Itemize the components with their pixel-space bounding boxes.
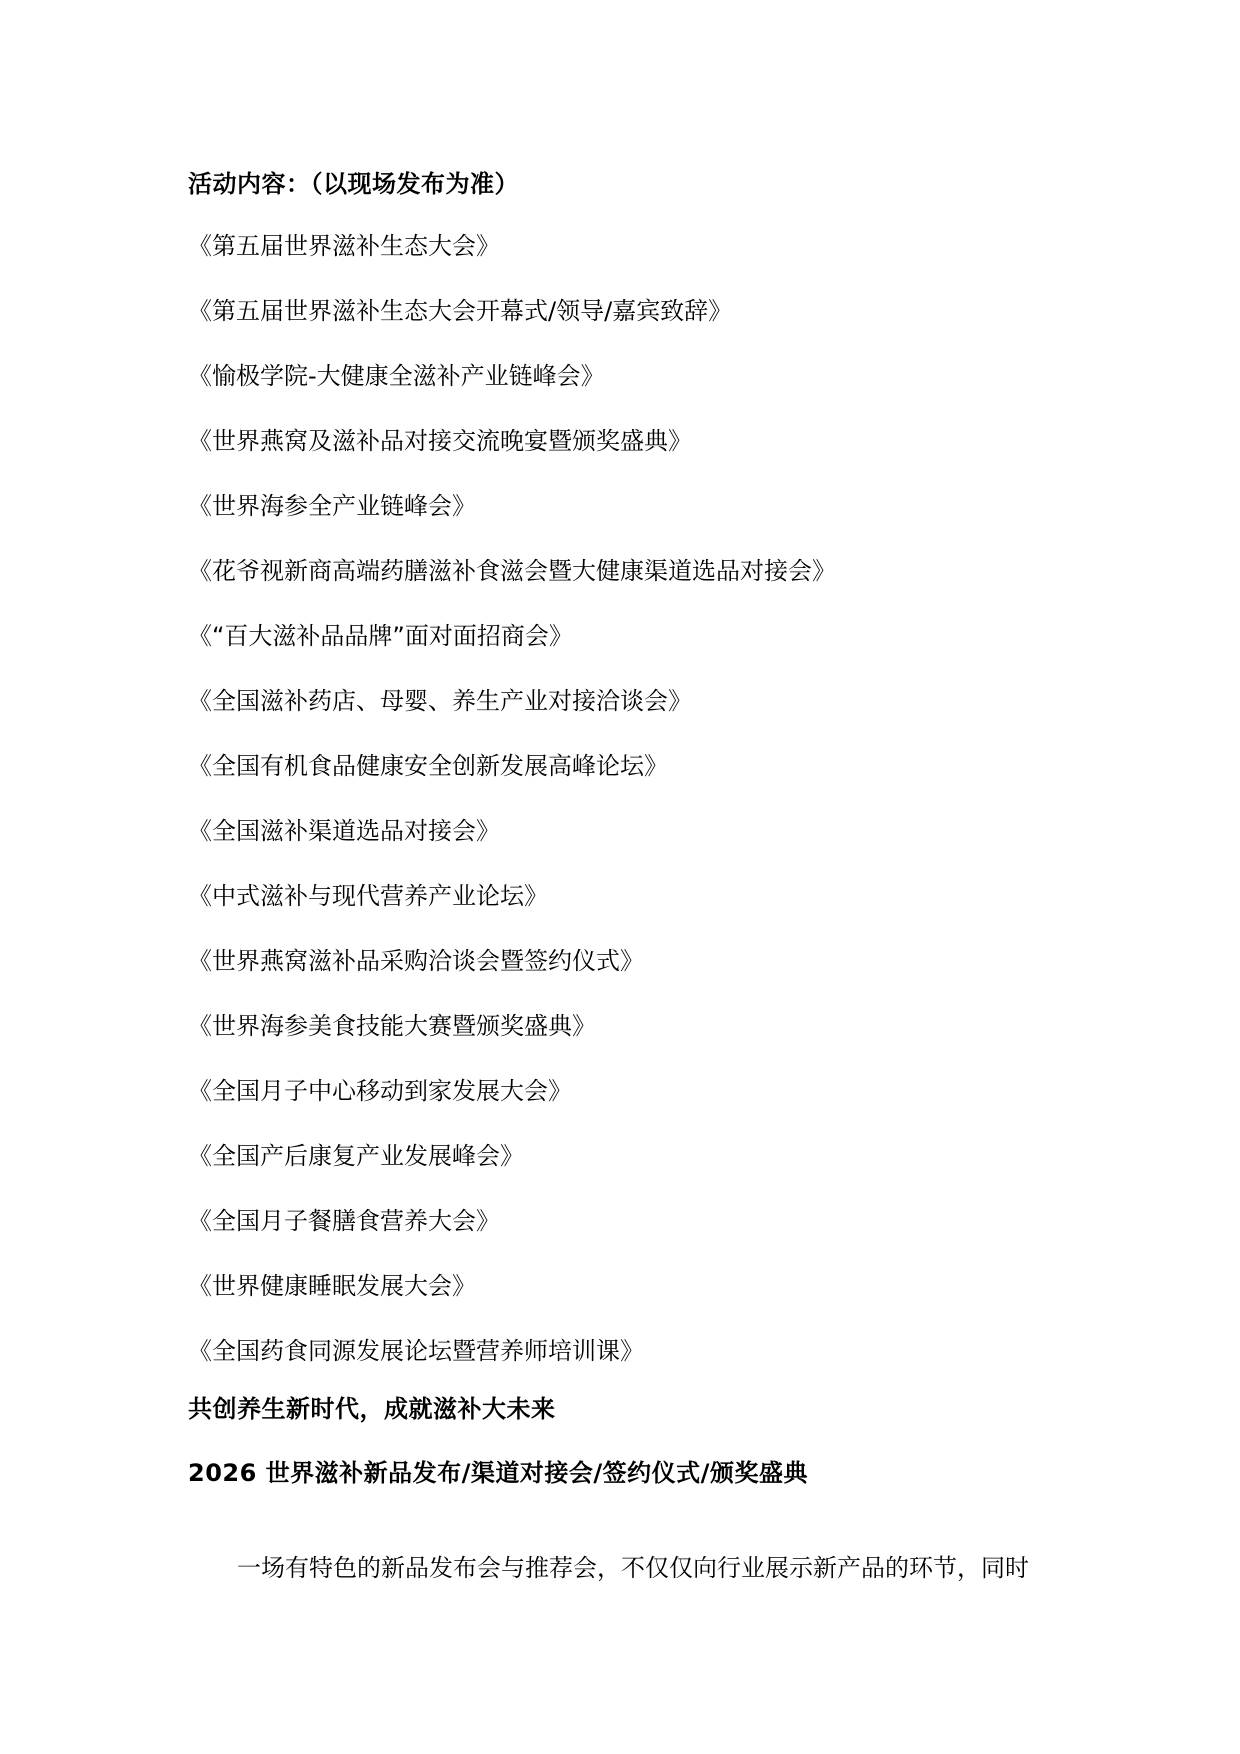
list-item: 《世界海参全产业链峰会》	[188, 492, 476, 520]
list-item: 《第五届世界滋补生态大会开幕式/领导/嘉宾致辞》	[188, 297, 733, 325]
list-item: 《中式滋补与现代营养产业论坛》	[188, 882, 548, 910]
list-item: 《全国月子餐膳食营养大会》	[188, 1207, 500, 1235]
body-paragraph: 一场有特色的新品发布会与推荐会，不仅仅向行业展示新产品的环节，同时	[237, 1554, 1029, 1582]
subtitle-heading: 2026 世界滋补新品发布/渠道对接会/签约仪式/颁奖盛典	[188, 1459, 808, 1487]
list-item: 《世界海参美食技能大赛暨颁奖盛典》	[188, 1012, 596, 1040]
list-item: 《“百大滋补品品牌”面对面招商会》	[188, 622, 573, 650]
list-item: 《愉极学院-大健康全滋补产业链峰会》	[188, 362, 605, 390]
section-title: 活动内容：（以现场发布为准）	[188, 170, 519, 198]
list-item: 《全国有机食品健康安全创新发展高峰论坛》	[188, 752, 668, 780]
list-item: 《全国月子中心移动到家发展大会》	[188, 1077, 572, 1105]
list-item: 《第五届世界滋补生态大会》	[188, 232, 500, 260]
list-item: 《全国滋补药店、母婴、养生产业对接洽谈会》	[188, 687, 692, 715]
list-item: 《世界健康睡眠发展大会》	[188, 1272, 476, 1300]
list-item: 《世界燕窝滋补品采购洽谈会暨签约仪式》	[188, 947, 644, 975]
list-item: 《世界燕窝及滋补品对接交流晚宴暨颁奖盛典》	[188, 427, 692, 455]
slogan-heading: 共创养生新时代，成就滋补大未来	[188, 1395, 556, 1423]
list-item: 《全国产后康复产业发展峰会》	[188, 1142, 524, 1170]
list-item: 《全国滋补渠道选品对接会》	[188, 817, 500, 845]
event-list	[188, 230, 836, 1400]
list-item: 《全国药食同源发展论坛暨营养师培训课》	[188, 1337, 644, 1365]
list-item: 《花爷视新商高端药膳滋补食滋会暨大健康渠道选品对接会》	[188, 557, 836, 585]
